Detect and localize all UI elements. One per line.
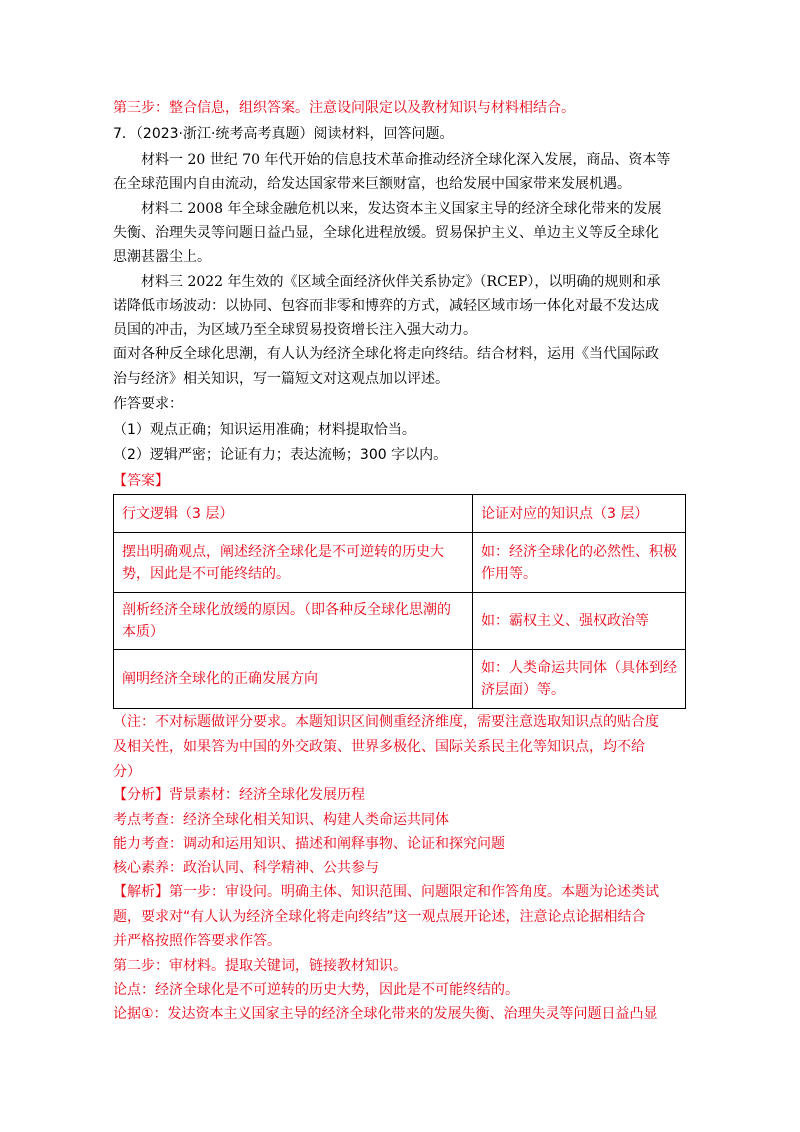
note-line1: （注：不对标题做评分要求。本题知识区间侧重经济维度，需要注意选取知识点的贴合度 <box>113 714 659 730</box>
thesis-text: 论点：经济全球化是不可逆转的历史大势，因此是不可能终结的。 <box>113 982 519 998</box>
question-prompt: （2023·浙江·统考高考真题）阅读材料，回答问题。 <box>135 126 454 142</box>
note-line3: 分） <box>113 764 141 780</box>
requirements-title: 作答要求： <box>113 396 183 412</box>
explanation-line3: 并严格按照作答要求作答。 <box>113 933 281 949</box>
material1-line2: 在全球范围内自由流动，给发达国家带来巨额财富，也给发展中国家带来发展机遇。 <box>113 176 631 192</box>
material3-line2: 诺降低市场波动：以协同、包容而非零和博弈的方式，减轻区域市场一体化对最不发达成 <box>113 298 659 314</box>
analysis-label: 【分析】 <box>113 787 169 803</box>
ability-check: 能力考查：调动和运用知识、描述和阐释事物、论证和探究问题 <box>113 836 505 852</box>
table-header-cell: 行文逻辑（3 层） <box>114 495 473 533</box>
note-line2: 及相关性，如果答为中国的外交政策、世界多极化、国际关系民主化等知识点，均不给 <box>113 739 645 755</box>
table-header-cell: 论证对应的知识点（3 层） <box>473 495 686 533</box>
task-line2: 治与经济》相关知识，写一篇短文对这观点加以评述。 <box>113 371 449 387</box>
explanation-text: 第一步：审设问。明确主体、知识范围、问题限定和作答角度。本题为论述类试 <box>169 884 659 900</box>
table-cell: 阐明经济全球化的正确发展方向 <box>114 650 473 709</box>
material2-line2: 失衡、治理失灵等问题日益凸显，全球化进程放缓。贸易保护主义、单边主义等反全球化 <box>113 225 659 241</box>
explanation-line1 <box>113 882 659 902</box>
core-literacy: 核心素养：政治认同、科学精神、公共参与 <box>113 860 379 876</box>
table-header-row <box>114 495 686 533</box>
step2-text: 第二步：审材料。提取关键词，链接教材知识。 <box>113 958 407 974</box>
table-cell: 如：霸权主义、强权政治等 <box>473 593 686 650</box>
answer-table <box>113 494 686 709</box>
requirement-1: （1）观点正确；知识运用准确；材料提取恰当。 <box>113 422 416 438</box>
table-cell: 如：人类命运共同体（具体到经济层面）等。 <box>473 650 686 709</box>
explanation-line2: 题，要求对“有人认为经济全球化将走向终结”这一观点展开论述，注意论点论据相结合 <box>113 909 646 925</box>
task-line1: 面对各种反全球化思潮，有人认为经济全球化将走向终结。结合材料，运用《当代国际政 <box>113 346 659 362</box>
table-cell: 剖析经济全球化放缓的原因。（即各种反全球化思潮的本质） <box>114 593 473 650</box>
table-cell: 如：经济全球化的必然性、积极作用等。 <box>473 533 686 593</box>
explanation-label: 【解析】 <box>113 884 169 900</box>
exam-points: 考点考查：经济全球化相关知识、构建人类命运共同体 <box>113 812 449 828</box>
material3-line3: 员国的冲击，为区域乃至全球贸易投资增长注入强大动力。 <box>113 322 477 338</box>
table-row <box>114 593 686 650</box>
table-row <box>114 650 686 709</box>
step3-text: 第三步：整合信息，组织答案。注意设问限定以及教材知识与材料相结合。 <box>113 100 575 116</box>
table-cell: 摆出明确观点，阐述经济全球化是不可逆转的历史大势，因此是不可能终结的。 <box>114 533 473 593</box>
requirement-2: （2）逻辑严密；论证有力；表达流畅；300 字以内。 <box>113 447 448 463</box>
analysis-line <box>113 785 365 805</box>
material2-line3: 思潮甚嚣尘上。 <box>113 249 211 265</box>
analysis-text: 背景素材：经济全球化发展历程 <box>169 787 365 803</box>
material2-line1: 材料二 2008 年全球金融危机以来，发达资本主义国家主导的经济全球化带来的发展 <box>141 201 662 217</box>
answer-label: 【答案】 <box>113 473 169 489</box>
material3-line1: 材料三 2022 年生效的《区域全面经济伙伴关系协定》（RCEP），以明确的规则和承 <box>141 274 661 290</box>
question-header <box>113 124 453 144</box>
evidence1-text: 论据①：发达资本主义国家主导的经济全球化带来的发展失衡、治理失灵等问题日益凸显 <box>113 1006 658 1022</box>
material1-line1: 材料一 20 世纪 70 年代开始的信息技术革命推动经济全球化深入发展，商品、资本等 <box>141 152 671 168</box>
table-row <box>114 533 686 593</box>
question-number: 7． <box>113 126 136 142</box>
